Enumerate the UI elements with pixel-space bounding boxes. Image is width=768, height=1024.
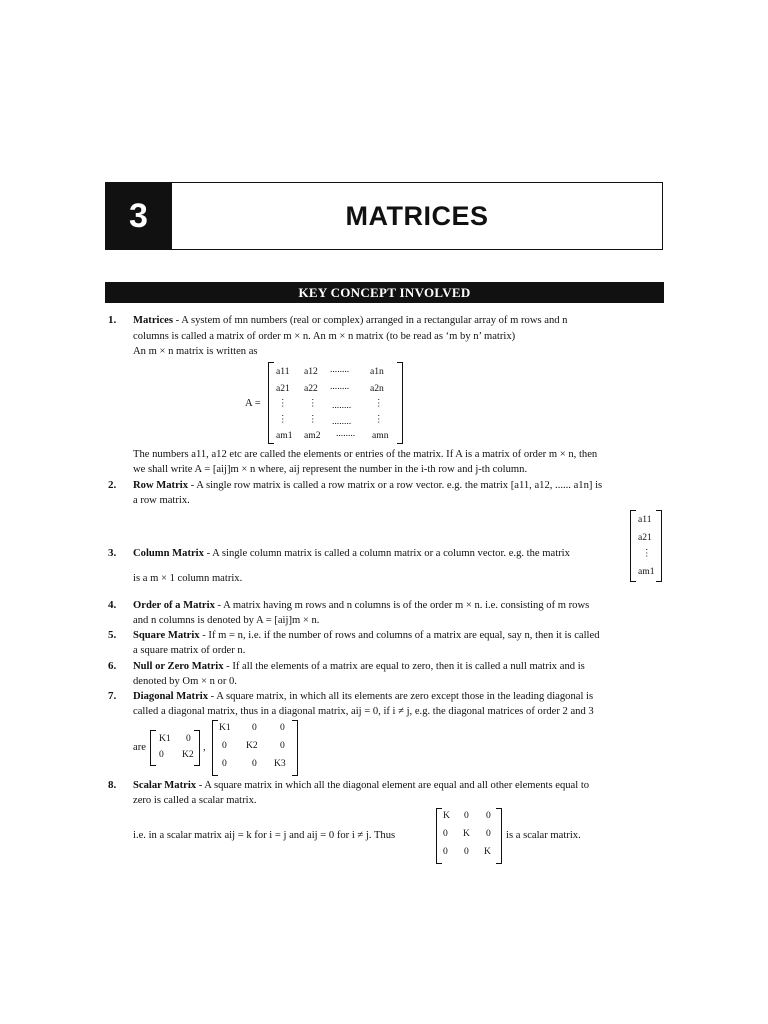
- item-line: [133, 778, 589, 793]
- matrix-cell: am1: [276, 430, 293, 441]
- item-line: The numbers a11, a12 etc are called the elements or entries of the matrix. If A is a matrix of order m × n, then: [133, 449, 598, 460]
- matrix-cell: ⋮: [374, 398, 384, 409]
- matrix-cell: am2: [304, 430, 321, 441]
- matrix-cell: a1n: [370, 366, 384, 377]
- right-bracket: [397, 362, 403, 444]
- item-number: 3.: [108, 547, 117, 559]
- matrix-label: A =: [245, 398, 261, 409]
- item-text: - If all the elements of a matrix are equal to zero, then it is called a null matrix and is: [223, 661, 585, 672]
- matrix-cell: 0: [443, 846, 448, 857]
- matrix-cell: 0: [280, 740, 285, 751]
- item-number: 7.: [108, 690, 117, 702]
- matrix-cell: a21: [638, 532, 652, 543]
- matrix-cell: 0: [443, 828, 448, 839]
- matrix-cell: K1: [219, 722, 231, 733]
- matrix-cell: 0: [464, 810, 469, 821]
- left-bracket: [436, 808, 442, 864]
- matrix-cell: a2n: [370, 383, 384, 394]
- matrix-cell: ........: [332, 400, 352, 411]
- item-line: An m × n matrix is written as: [133, 346, 258, 357]
- item-number: 5.: [108, 629, 117, 641]
- matrix-cell: ........: [330, 364, 350, 375]
- item-text: - If m = n, i.e. if the number of rows and columns of a matrix are equal, say n, then it is called: [199, 630, 600, 641]
- matrix-cell: a11: [276, 366, 290, 377]
- item-line: a row matrix.: [133, 495, 190, 506]
- item-line: are: [133, 742, 146, 753]
- right-bracket: [194, 730, 200, 766]
- matrix-cell: 0: [252, 722, 257, 733]
- item-line: [133, 628, 600, 643]
- item-line: a square matrix of order n.: [133, 645, 246, 656]
- matrix-cell: am1: [638, 566, 655, 577]
- matrix-cell: K: [484, 846, 491, 857]
- item-text: - A matrix having m rows and n columns is of the order m × n. i.e. consisting of m rows: [214, 600, 590, 611]
- matrix-cell: K1: [159, 733, 171, 744]
- item-line: is a m × 1 column matrix.: [133, 573, 243, 584]
- item-text: - A single row matrix is called a row matrix or a row vector. e.g. the matrix [a11, a12, ...... a1n] is: [188, 480, 603, 491]
- matrix-cell: 0: [486, 828, 491, 839]
- matrix-cell: 0: [252, 758, 257, 769]
- left-bracket: [630, 510, 636, 582]
- right-bracket: [292, 720, 298, 776]
- matrix-cell: K3: [274, 758, 286, 769]
- general-matrix: [268, 362, 403, 444]
- matrix-cell: 0: [222, 740, 227, 751]
- matrix-cell: ⋮: [278, 398, 288, 409]
- item-line: [133, 659, 585, 674]
- matrix-cell: 0: [486, 810, 491, 821]
- item-line: i.e. in a scalar matrix aij = k for i = j and aij = 0 for i ≠ j. Thus: [133, 830, 396, 841]
- item-line: called a diagonal matrix, thus in a diagonal matrix, aij = 0, if i ≠ j, e.g. the diagonal matrices of order 2 and 3: [133, 706, 594, 717]
- item-term: Diagonal Matrix: [133, 691, 209, 702]
- item-line: columns is called a matrix of order m × n. An m × n matrix (to be read as ‘m by n’ matrix): [133, 331, 516, 342]
- item-term: Null or Zero Matrix: [133, 661, 224, 672]
- item-line: and n columns is denoted by A = [aij]m × n.: [133, 615, 320, 626]
- matrix-cell: ⋮: [278, 414, 288, 425]
- right-bracket: [656, 510, 662, 582]
- matrix-cell: K2: [182, 749, 194, 760]
- item-term: Scalar Matrix: [133, 780, 197, 791]
- left-bracket: [212, 720, 218, 776]
- matrix-cell: K: [443, 810, 450, 821]
- comma: ,: [203, 742, 206, 753]
- matrix-cell: amn: [372, 430, 389, 441]
- item-number: 8.: [108, 779, 117, 791]
- right-bracket: [496, 808, 502, 864]
- item-term: Matrices: [133, 315, 173, 326]
- item-line: [133, 478, 602, 493]
- matrix-cell: 0: [222, 758, 227, 769]
- section-heading: KEY CONCEPT INVOLVED: [105, 282, 664, 303]
- item-term: Column Matrix: [133, 548, 204, 559]
- diagonal-matrix-2x2: [150, 730, 200, 766]
- chapter-number: 3: [105, 182, 172, 250]
- matrix-cell: 0: [464, 846, 469, 857]
- item-line: we shall write A = [aij]m × n where, aij represent the number in the i-th row and j-th column.: [133, 464, 528, 475]
- item-number: 4.: [108, 599, 117, 611]
- item-line: zero is called a scalar matrix.: [133, 795, 257, 806]
- matrix-cell: 0: [186, 733, 191, 744]
- diagonal-matrix-3x3: [212, 720, 298, 776]
- matrix-cell: ⋮: [374, 414, 384, 425]
- matrix-cell: K: [463, 828, 470, 839]
- item-number: 1.: [108, 314, 117, 326]
- scalar-matrix: [436, 808, 502, 864]
- matrix-cell: ⋮: [308, 398, 318, 409]
- item-line: [133, 313, 567, 328]
- item-term: Order of a Matrix: [133, 600, 215, 611]
- item-text: - A square matrix in which all the diagonal element are equal and all other elements equal to: [196, 780, 590, 791]
- matrix-cell: ........: [330, 381, 350, 392]
- matrix-cell: K2: [246, 740, 258, 751]
- left-bracket: [268, 362, 274, 444]
- item-line: [133, 546, 570, 561]
- item-line: denoted by Om × n or 0.: [133, 676, 237, 687]
- column-matrix: [630, 510, 662, 582]
- matrix-cell: a12: [304, 366, 318, 377]
- matrix-cell: 0: [280, 722, 285, 733]
- item-text: - A single column matrix is called a column matrix or a column vector. e.g. the matrix: [203, 548, 570, 559]
- item-text: - A square matrix, in which all its elements are zero except those in the leading diagonal is: [208, 691, 594, 702]
- matrix-cell: 0: [159, 749, 164, 760]
- item-term: Square Matrix: [133, 630, 200, 641]
- matrix-cell: ⋮: [642, 548, 652, 559]
- matrix-cell: ........: [336, 428, 356, 439]
- matrix-cell: a22: [304, 383, 318, 394]
- item-term: Row Matrix: [133, 480, 189, 491]
- matrix-cell: ⋮: [308, 414, 318, 425]
- matrix-cell: a11: [638, 514, 652, 525]
- item-text: - A system of mn numbers (real or complex) arranged in a rectangular array of m rows and n: [173, 315, 568, 326]
- item-line: is a scalar matrix.: [506, 830, 581, 841]
- item-line: [133, 689, 593, 704]
- matrix-cell: a21: [276, 383, 290, 394]
- left-bracket: [150, 730, 156, 766]
- matrix-cell: ........: [332, 416, 352, 427]
- item-line: [133, 598, 589, 613]
- item-number: 6.: [108, 660, 117, 672]
- chapter-title: MATRICES: [172, 182, 663, 250]
- item-number: 2.: [108, 479, 117, 491]
